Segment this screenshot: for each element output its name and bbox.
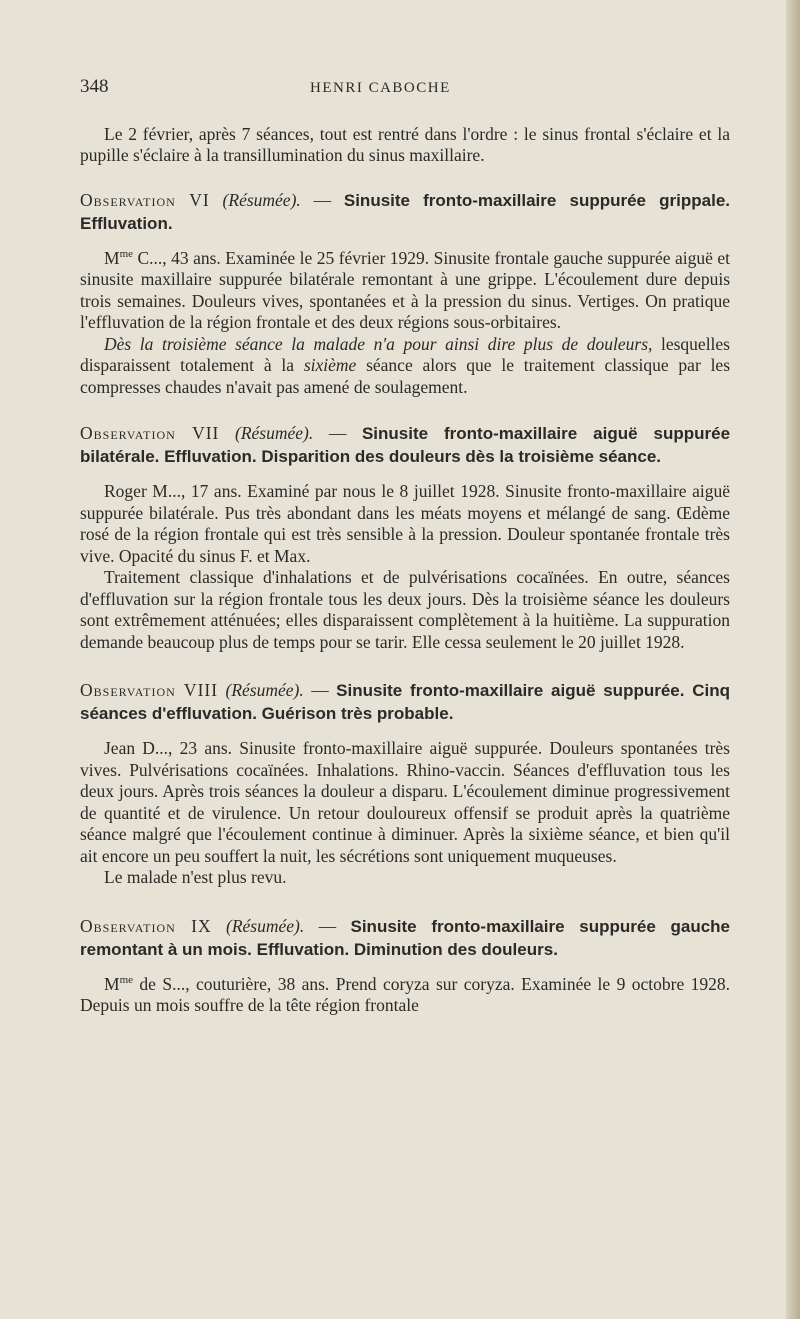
observation-paragraph: Le malade n'est plus revu. — [104, 867, 287, 887]
observation-label: Observation IX — [80, 915, 212, 936]
book-page — [80, 76, 730, 1017]
observation-label: Observation VII — [80, 423, 220, 443]
patient-title-abbr: M — [104, 973, 120, 994]
page-header — [80, 76, 730, 100]
observation-summary-tag: (Résumée). — [225, 680, 304, 700]
observation-summary-tag: (Résumée). — [222, 189, 301, 210]
page-edge-shadow — [786, 0, 800, 1319]
patient-title-abbr: M — [104, 247, 120, 268]
italic-emphasis: Dès la troisième séance la malade n'a pour ainsi dire plus de douleurs, — [104, 333, 653, 354]
observation-6 — [80, 189, 730, 399]
observation-8 — [80, 679, 730, 889]
observation-paragraph: Roger M..., 17 ans. Examiné par nous le 8 juillet 1928. Sinusite fronto-maxillaire aiguë suppurée bilatérale. Pus très abondant dans les méats moyens et mélangé de sang. Œdème rosé de la région frontale qui est très sensible à la pression. Douleur spontanée frontale très vive. Opacité du sinus F. et Max. — [80, 481, 730, 566]
observation-7 — [80, 422, 730, 653]
heading-dash: — — [313, 423, 362, 443]
intro-paragraph: Le 2 février, après 7 séances, tout est rentré dans l'ordre : le sinus frontal s'éclaire et la pupille s'éclaire à la transillumination du sinus maxillaire. — [80, 123, 730, 165]
observation-label: Observation VI — [80, 189, 210, 210]
observation-heading — [80, 422, 730, 468]
observation-title: Sinusite fronto-maxillaire aiguë suppurée. Cinq séances d'effluvation. Guérison très probable. — [80, 681, 731, 723]
observation-summary-tag: (Résumée). — [235, 423, 314, 443]
patient-title-sup: me — [119, 973, 134, 986]
paragraph-text: lesquelles disparaissent totalement à la — [80, 333, 730, 375]
observation-title: Sinusite fronto-maxillaire suppurée grippale. Effluvation. — [80, 190, 730, 233]
observation-paragraph: Jean D..., 23 ans. Sinusite fronto-maxillaire aiguë suppurée. Douleurs spontanées très vives. Pulvérisations cocaïnées. Inhalations. Rhino-vaccin. Séances d'effluvation tous les deux jours. Après trois séances la douleur a disparu. L'écoulement diminue progressivement de quantité et de virulence. Un retour douloureux offensif se produit après la quatrième séance malgré que l'écoulement continue à diminuer. Après la sixième séance, et bien qu'il ait encore un peu souffert la nuit, les sécrétions sont uniquement muqueuses. — [80, 738, 730, 866]
observation-heading — [80, 189, 730, 235]
page-number: 348 — [80, 76, 109, 97]
italic-word: sixième — [303, 355, 357, 375]
paragraph-text: C..., 43 ans. Examinée le 25 février 1929. Sinusite frontale gauche suppurée aiguë et sinusite maxillaire suppurée bilatérale remontant à une grippe. L'écoulement dure depuis trois semaines. Douleurs vives, spontanées et à la pression du sinus. Vertiges. On pratique l'effluvation de la région frontale et des deux régions sous-orbitaires. — [80, 247, 730, 332]
observation-heading — [80, 915, 730, 961]
observation-title: Sinusite fronto-maxillaire aiguë suppurée bilatérale. Effluvation. Disparition des douleurs dès la troisième séance. — [80, 424, 731, 466]
observation-9 — [80, 915, 730, 1017]
heading-dash: — — [303, 680, 337, 700]
observation-heading — [80, 679, 730, 725]
observation-summary-tag: (Résumée). — [226, 915, 305, 936]
observation-label: Observation VIII — [80, 680, 219, 700]
observation-paragraph — [80, 974, 730, 1017]
heading-dash: — — [304, 915, 351, 936]
paragraph-text: séance alors que le traitement classique par les compresses chaudes n'avait pas amené de soulagement. — [80, 355, 731, 397]
heading-dash: — — [300, 189, 344, 210]
patient-title-sup: me — [119, 247, 134, 260]
observation-paragraph: Traitement classique d'inhalations et de pulvérisations cocaïnées. En outre, séances d'effluvation sur la région frontale tous les deux jours. Dès la troisième séance les douleurs sont extrêmement atténuées; elles disparaissent complètement à la huitième. La suppuration demande beaucoup plus de temps pour se tarir. Elle cessa seulement le 20 juillet 1928. — [80, 567, 730, 652]
running-title: HENRI CABOCHE — [310, 80, 451, 96]
observation-title: Sinusite fronto-maxillaire suppurée gauche remontant à un mois. Effluvation. Diminution des douleurs. — [80, 916, 731, 959]
paragraph-text: de S..., couturière, 38 ans. Prend coryza sur coryza. Examinée le 9 octobre 1928. Depuis un mois souffre de la tête région frontale — [80, 973, 730, 1015]
observation-paragraph — [80, 334, 730, 399]
observation-paragraph — [80, 248, 730, 334]
